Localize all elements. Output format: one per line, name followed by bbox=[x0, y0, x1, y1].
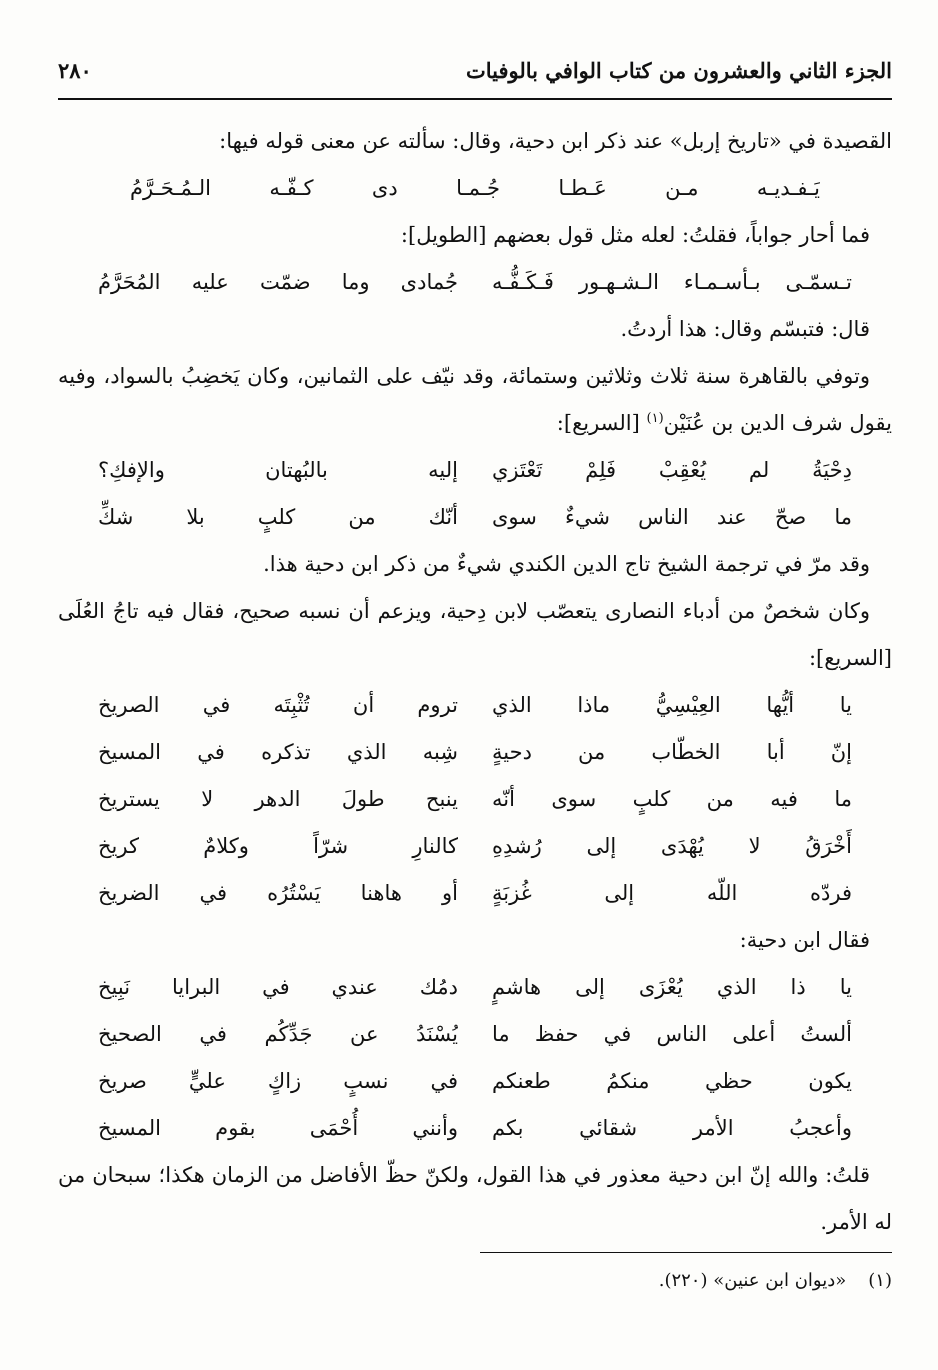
verse-first-hemistich: يا أيُّها العِيْسِيُّ ماذا الذي bbox=[492, 693, 852, 717]
paragraph-1: القصيدة في «تاريخ إربل» عند ذكر ابن دحية، وقال: سألته عن معنى قوله فيها: bbox=[219, 129, 892, 153]
verse-first-hemistich: إنّ أبا الخطّاب من دحيةٍ bbox=[492, 740, 852, 764]
footnote bbox=[58, 1266, 892, 1296]
verse-second-hemistich: دمُك عندي في البرايا نَبِيخ bbox=[98, 975, 458, 999]
verse-line-4e bbox=[58, 870, 892, 917]
verse-hemistich: يَـفـديـه مـن عَـطـا جُـمـا دى كـفّـه الـمُـحَـرَّمُ bbox=[130, 176, 820, 200]
paragraph-2: فما أحار جواباً، فقلتُ: لعله مثل قول بعضهم [الطويل]: bbox=[400, 223, 870, 247]
paragraph-3: قال: فتبسّم وقال: هذا أردتُ. bbox=[620, 317, 870, 341]
footnote-text: «ديوان ابن عنين» (٢٢٠). bbox=[658, 1270, 847, 1291]
verse-line-1 bbox=[58, 165, 892, 212]
verse-first-hemistich: يكون حظي منكمُ طعنكم bbox=[492, 1069, 852, 1093]
footnote-reference[interactable]: (١) bbox=[646, 411, 664, 426]
verse-first-hemistich: أَخْرَقُ لا يُهْدَى إلى رُشدِهِ bbox=[492, 834, 852, 858]
paragraph-4-meter: [السريع]: bbox=[556, 411, 647, 435]
verse-first-hemistich: وأعجبُ الأمر شقائي بكم bbox=[492, 1116, 852, 1140]
footnote-rule bbox=[480, 1252, 892, 1253]
verse-line-2 bbox=[58, 259, 892, 306]
verse-line-4d bbox=[58, 823, 892, 870]
main-text bbox=[58, 118, 892, 1246]
header-rule bbox=[58, 98, 892, 100]
verse-second-hemistich: جُمادى وما ضمّت عليه المُحَرَّمُ bbox=[98, 270, 458, 294]
verse-line-5a bbox=[58, 964, 892, 1011]
verse-line-5d bbox=[58, 1105, 892, 1152]
verse-second-hemistich: في نسبٍ زاكٍ عليٍّ صريخ bbox=[98, 1069, 458, 1093]
verse-first-hemistich: ما فيه من كلبٍ سوى أنّه bbox=[492, 787, 852, 811]
verse-first-hemistich: يا ذا الذي يُعْزَى إلى هاشمٍ bbox=[492, 975, 852, 999]
verse-first-hemistich: فردّه اللّه إلى غُزبَةٍ bbox=[492, 881, 852, 905]
page-number: ٢٨٠ bbox=[58, 57, 92, 83]
verse-first-hemistich: دِحْيَةُ لم يُعْقِبْ فَلِمْ تَعْتَزي bbox=[492, 458, 852, 482]
verse-first-hemistich: ما صحّ عند الناس شيءٌ سوى bbox=[492, 505, 852, 529]
paragraph-6: وكان شخصٌ من أدباء النصارى يتعصّب لابن دِحية، ويزعم أن نسبه صحيح، فقال فيه تاجُ العُلَى [السريع]: bbox=[58, 599, 892, 670]
verse-second-hemistich: أنّك من كلبٍ بلا شكِّ bbox=[98, 505, 458, 529]
verse-line-4b bbox=[58, 729, 892, 776]
verse-line-5b bbox=[58, 1011, 892, 1058]
paragraph-5: وقد مرّ في ترجمة الشيخ تاج الدين الكندي شيءٌ من ذكر ابن دحية هذا. bbox=[263, 552, 870, 576]
verse-second-hemistich: ينبح طولَ الدهر لا يستريخ bbox=[98, 787, 458, 811]
running-title: الجزء الثاني والعشرون من كتاب الوافي بالوفيات bbox=[465, 57, 892, 83]
verse-first-hemistich: ألستُ أعلى الناس في حفظ ما bbox=[492, 1022, 852, 1046]
footnote-mark: (١) bbox=[868, 1270, 892, 1291]
verse-second-hemistich: تروم أن تُثْبِتَه في الصريخ bbox=[98, 693, 458, 717]
verse-line-4a bbox=[58, 682, 892, 729]
paragraph-4-text: وتوفي بالقاهرة سنة ثلاث وثلاثين وستمائة، وقد نيّف على الثمانين، وكان يَخضِبُ بالسواد، وفيه يقول شرف الدين بن عُنَيْن bbox=[58, 364, 892, 435]
paragraph-7: فقال ابن دحية: bbox=[739, 928, 870, 952]
verse-second-hemistich: وأنني أُحْمَى بقوم المسيخ bbox=[98, 1116, 458, 1140]
verse-second-hemistich: يُسْنَدُ عن جَدِّكُم في الصحيخ bbox=[98, 1022, 458, 1046]
verse-line-3b bbox=[58, 494, 892, 541]
verse-second-hemistich: شِبه الذي تذكره في المسيخ bbox=[98, 740, 458, 764]
verse-second-hemistich: إليه بالبُهتان والإفكِ؟ bbox=[98, 458, 458, 482]
paragraph-4 bbox=[58, 353, 892, 447]
verse-line-5c bbox=[58, 1058, 892, 1105]
paragraph-8: قلتُ: والله إنّ ابن دحية معذور في هذا القول، ولكنّ حظّ الأفاضل من الزمان هكذا؛ سبحان من له الأمر. bbox=[58, 1163, 892, 1234]
verse-second-hemistich: كالنارِ شرّاً وكلامٌ كريخ bbox=[98, 834, 458, 858]
verse-second-hemistich: أو هاهنا يَسْتُرُه في الضريخ bbox=[98, 881, 458, 905]
verse-first-hemistich: تـسمّـى بـأسـمـاء الـشـهـور فَـكَـفُّـه bbox=[492, 270, 852, 294]
verse-line-3a bbox=[58, 447, 892, 494]
page-header bbox=[58, 50, 892, 90]
verse-line-4c bbox=[58, 776, 892, 823]
